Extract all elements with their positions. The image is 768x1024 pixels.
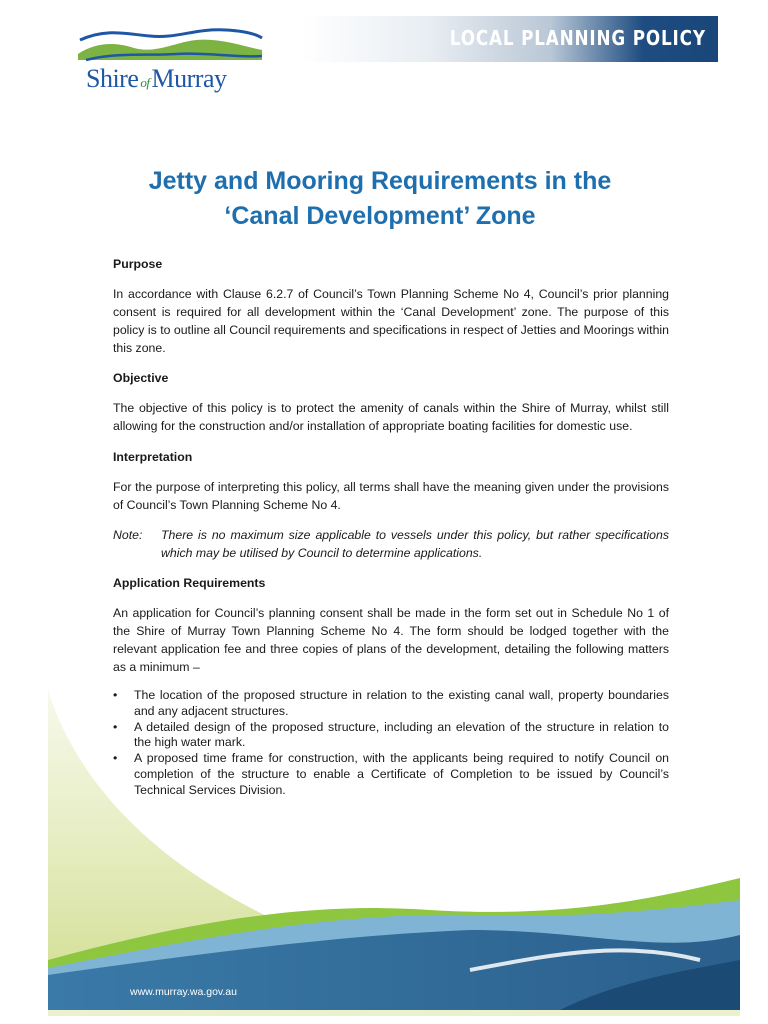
note-text: There is no maximum size applicable to vessels under this policy, but rather specifications which may be utilised by Council to determine applications. [161,528,669,560]
logo-wordmark [86,64,227,94]
title-line-2: ‘Canal Development’ Zone [224,202,536,230]
logo-word-murray: Murray [151,64,227,93]
shire-of-murray-logo [76,24,266,102]
footer-website-link[interactable]: www.murray.wa.gov.au [130,986,237,998]
purpose-paragraph: In accordance with Clause 6.2.7 of Council’s Town Planning Scheme No 4, Council’s prior planning consent is required for all development within the ‘Canal Development’ zone. The purpose of this policy is to outline all Council requirements and specifications in respect of Jetties and Moorings within this zone. [113,287,669,355]
objective-heading: Objective [113,371,169,385]
note-label: Note: [113,528,143,542]
interpretation-note [113,526,669,562]
list-item: • The location of the proposed structure in relation to the existing canal wall, property boundaries and any adjacent structures. [113,688,669,720]
footer-band-light [48,1010,740,1016]
objective-paragraph: The objective of this policy is to protect the amenity of canals within the Shire of Murray, whilst still allowing for the construction and/or installation of appropriate boating facilities for domestic use. [113,401,669,433]
title-line-1: Jetty and Mooring Requirements in the [148,167,612,195]
requirements-list [113,688,669,799]
list-item: • A detailed design of the proposed structure, including an elevation of the structure in relation to the high water mark. [113,720,669,752]
local-planning-policy-banner [300,16,718,62]
document-body [113,255,669,799]
document-title [60,164,700,234]
logo-word-of: of [140,75,150,90]
logo-word-shire: Shire [86,64,139,93]
application-paragraph: An application for Council’s planning consent shall be made in the form set out in Schedule No 1 of the Shire of Murray Town Planning Scheme No 4. The form should be lodged together with the relevant application fee and three copies of plans of the development, detailing the following matters as a minimum – [113,606,669,674]
application-heading: Application Requirements [113,576,266,590]
interpretation-paragraph: For the purpose of interpreting this policy, all terms shall have the meaning given under the provisions of Council’s Town Planning Scheme No 4. [113,480,669,512]
purpose-heading: Purpose [113,257,163,271]
banner-label: LOCAL PLANNING POLICY [449,26,706,50]
list-item: • A proposed time frame for construction, with the applicants being required to notify Council on completion of the structure to enable a Certificate of Completion to be issued by Council’s Technical Services Division. [113,751,669,798]
interpretation-heading: Interpretation [113,450,193,464]
